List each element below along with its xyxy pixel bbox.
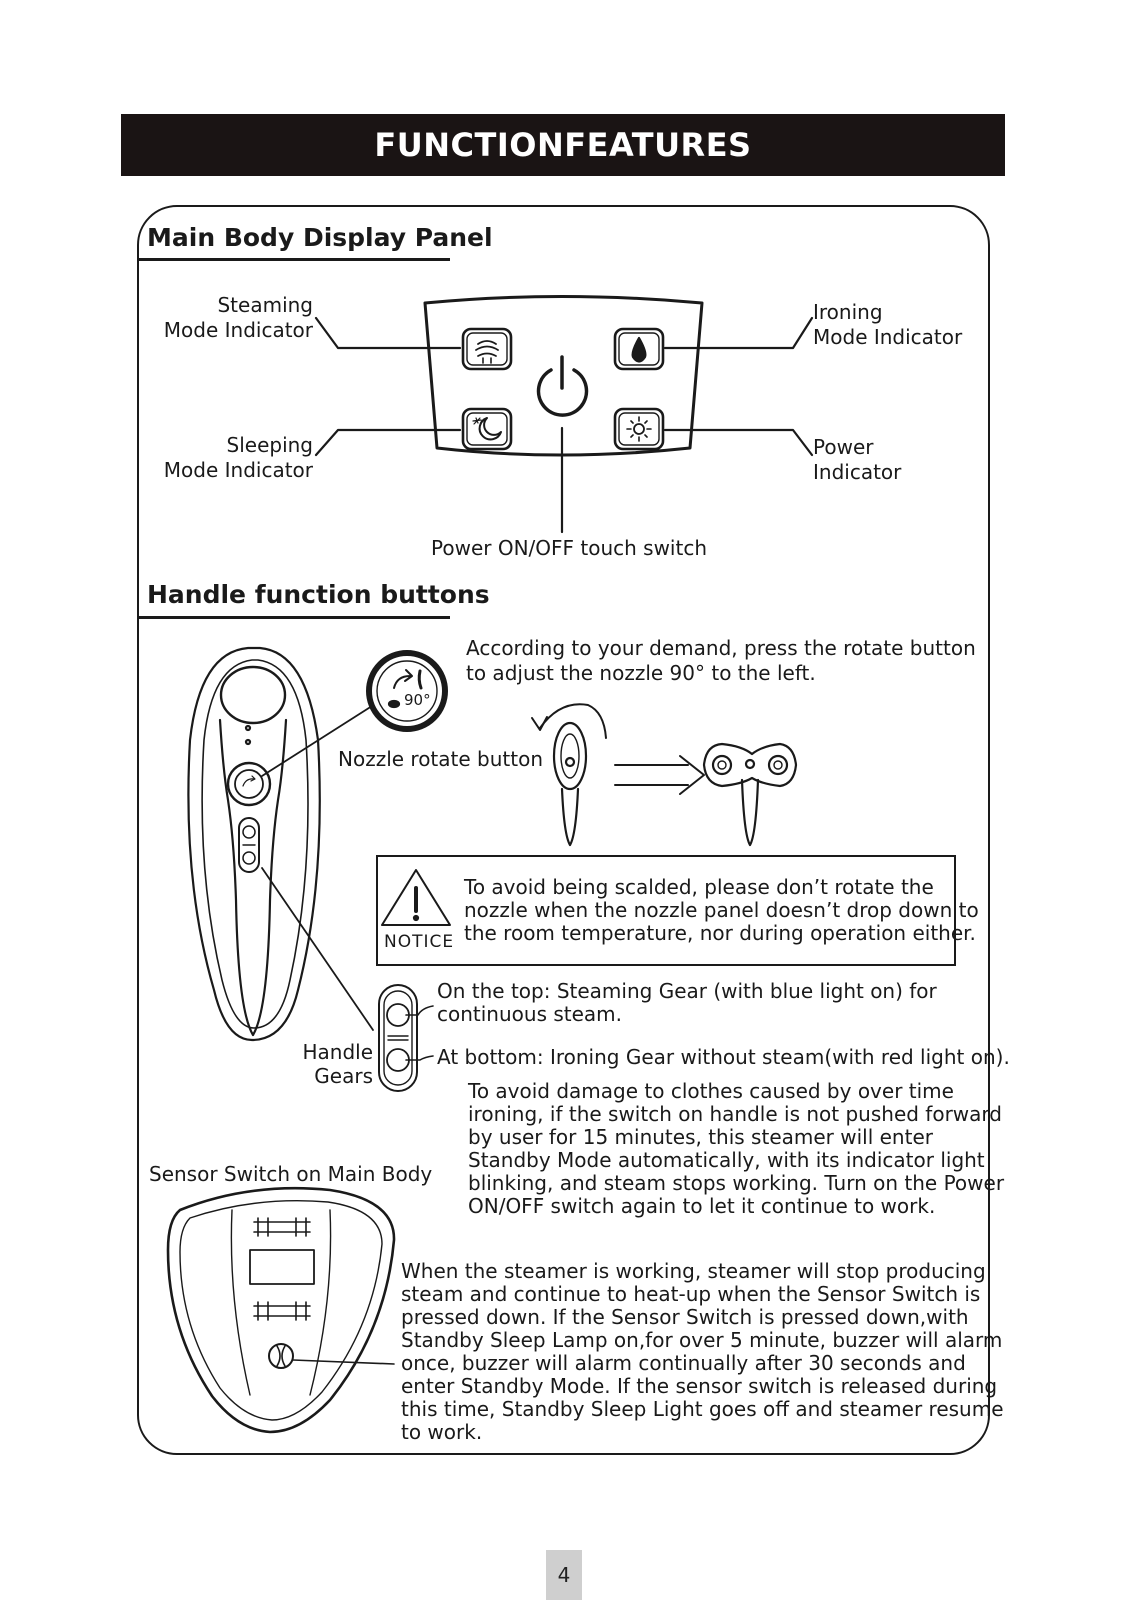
steaming-label-line2: Mode Indicator <box>163 318 313 342</box>
sensor-label: Sensor Switch on Main Body <box>149 1162 433 1186</box>
gears-label-line2: Gears <box>314 1064 373 1088</box>
sensor-line8: to work. <box>401 1420 483 1444</box>
sensor-line4: Standby Sleep Lamp on,for over 5 minute, buzzer will alarm <box>401 1328 1003 1352</box>
handle-title: Handle function buttons <box>147 580 490 609</box>
sensor-line3: pressed down. If the Sensor Switch is pressed down,with <box>401 1305 969 1329</box>
display-panel-title: Main Body Display Panel <box>147 223 493 252</box>
page-title: FUNCTIONFEATURES <box>121 114 1005 176</box>
handle-gears-switch <box>379 985 433 1091</box>
callout-sleeping <box>316 430 460 455</box>
sensor-line7: this time, Standby Sleep Light goes off and steamer resume <box>401 1397 1004 1421</box>
rotate-icon-label: 90° <box>404 691 431 709</box>
handle-illustration <box>188 648 319 1040</box>
callout-power <box>665 430 812 455</box>
ironing-label-line2: Mode Indicator <box>813 325 963 349</box>
notice-line1: To avoid being scalded, please don’t rotate the <box>464 875 934 899</box>
steam-mode-icon <box>463 329 511 369</box>
gear-top-line1: On the top: Steaming Gear (with blue light on) for <box>437 979 937 1003</box>
iron-drop-icon <box>615 329 663 369</box>
moon-star-icon <box>463 409 511 449</box>
power-label-line2: Indicator <box>813 460 902 484</box>
warning-triangle-icon <box>382 870 450 925</box>
rotate-desc-line2: to adjust the nozzle 90° to the left. <box>466 661 816 685</box>
sensor-line1: When the steamer is working, steamer will stop producing <box>401 1259 986 1283</box>
power-switch-label: Power ON/OFF touch switch <box>431 536 708 560</box>
rotate-desc-line1: According to your demand, press the rotate button <box>466 636 976 660</box>
sleeping-label-line2: Mode Indicator <box>163 458 313 482</box>
notice-line3: the room temperature, nor during operation either. <box>464 921 976 945</box>
sensor-switch-illustration <box>168 1188 394 1432</box>
standby-line1: To avoid damage to clothes caused by over time <box>468 1079 954 1103</box>
gear-top-line2: continuous steam. <box>437 1002 623 1026</box>
gear-bottom-text: At bottom: Ironing Gear without steam(with red light on). <box>437 1045 1010 1069</box>
standby-line6: ON/OFF switch again to let it continue to work. <box>468 1194 936 1218</box>
sun-icon <box>615 409 663 449</box>
steaming-label-line1: Steaming <box>217 293 313 317</box>
ironing-label-line1: Ironing <box>813 300 883 324</box>
sensor-line6: enter Standby Mode. If the sensor switch is released during <box>401 1374 998 1398</box>
standby-line3: by user for 15 minutes, this steamer will enter <box>468 1125 933 1149</box>
callout-steaming <box>316 318 460 348</box>
standby-line2: ironing, if the switch on handle is not pushed forward <box>468 1102 1002 1126</box>
sleeping-label-line1: Sleeping <box>226 433 313 457</box>
notice-line2: nozzle when the nozzle panel doesn’t drop down to <box>464 898 979 922</box>
rotation-demo <box>532 704 796 845</box>
notice-label: NOTICE <box>384 932 455 952</box>
power-icon <box>539 357 587 415</box>
nozzle-rotate-label: Nozzle rotate button <box>338 747 543 771</box>
sensor-line5: once, buzzer will alarm continually after 30 seconds and <box>401 1351 966 1375</box>
power-label-line1: Power <box>813 435 874 459</box>
sensor-line2: steam and continue to heat-up when the Sensor Switch is <box>401 1282 981 1306</box>
page-number: 4 <box>546 1550 582 1600</box>
gears-label-line1: Handle <box>302 1040 373 1064</box>
standby-line5: blinking, and steam stops working. Turn on the Power <box>468 1171 1005 1195</box>
standby-line4: Standby Mode automatically, with its indicator light <box>468 1148 985 1172</box>
callout-ironing <box>665 318 812 348</box>
